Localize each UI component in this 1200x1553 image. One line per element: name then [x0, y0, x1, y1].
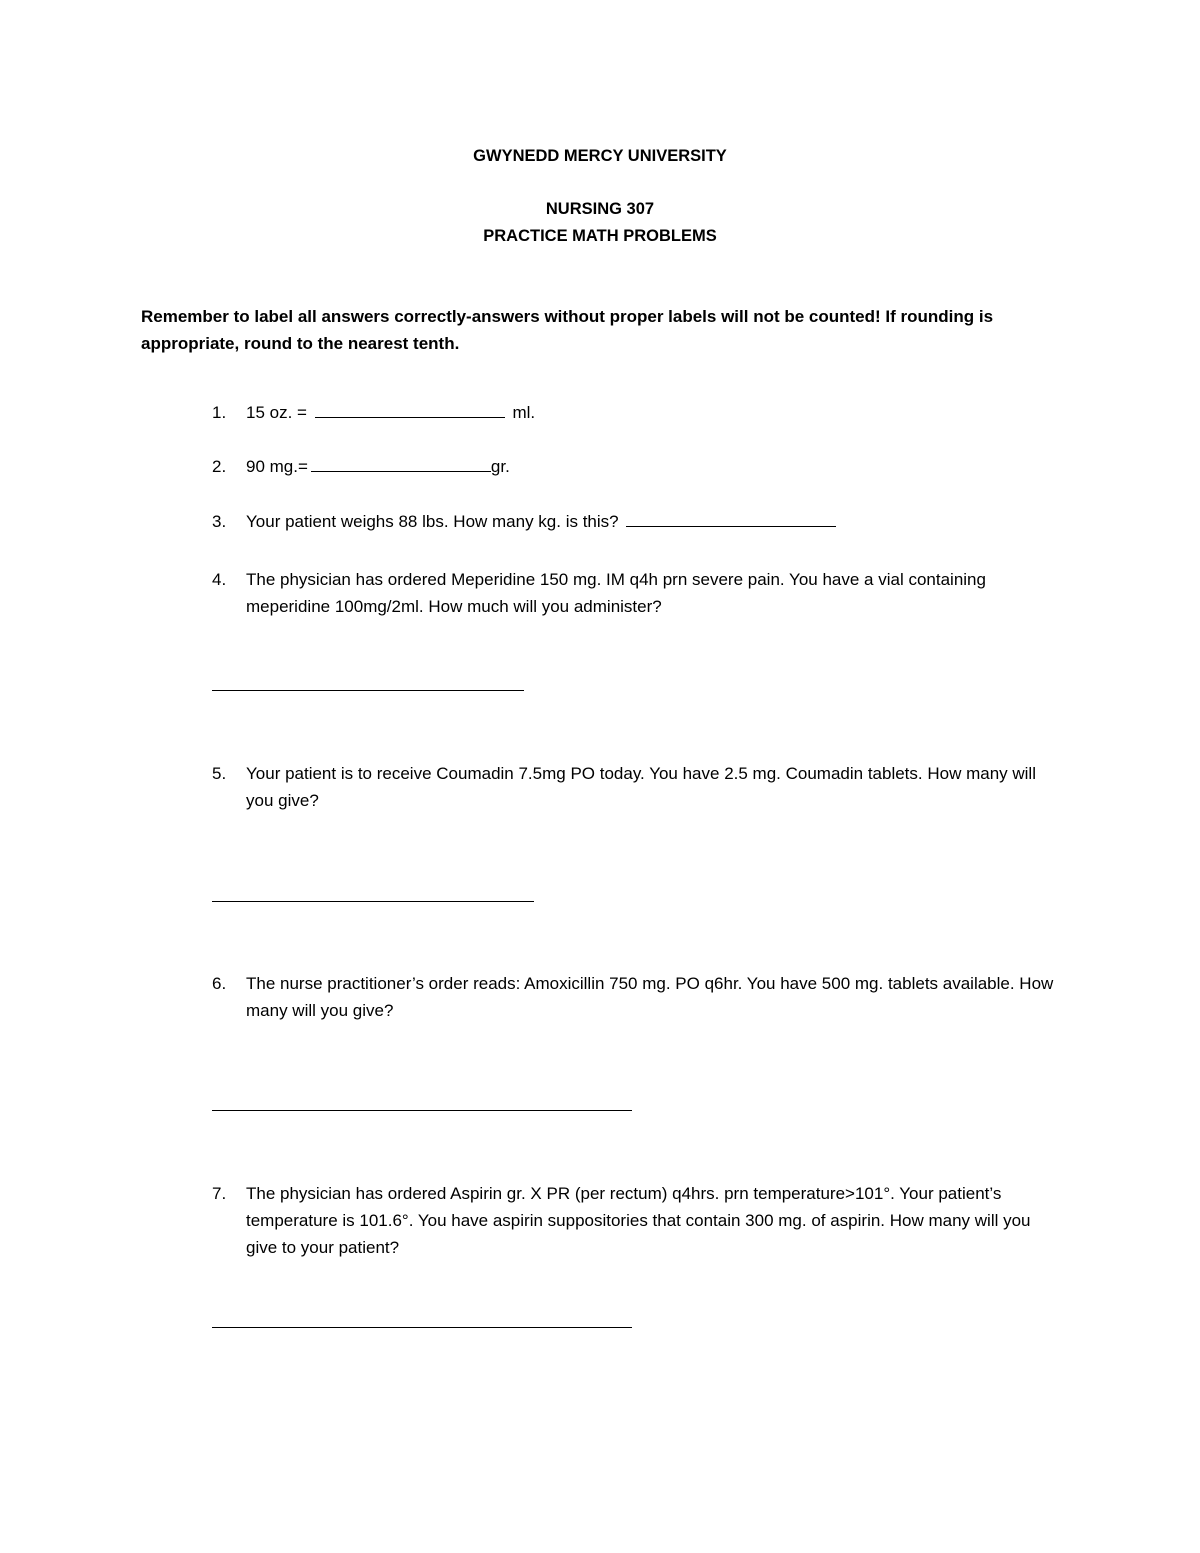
question-6: [212, 970, 1072, 1024]
answer-blank[interactable]: [626, 509, 836, 527]
document-title: PRACTICE MATH PROBLEMS: [483, 227, 717, 245]
answer-blank[interactable]: [311, 454, 491, 472]
question-text: The physician has ordered Aspirin gr. X PR (per rectum) q4hrs. prn temperature>101°. Your patient’s temperature is 101.6°. You have aspirin suppositories that contain 300 mg. of aspirin. How many will you give to your patient?: [246, 1184, 1031, 1257]
question-text: The nurse practitioner’s order reads: Amoxicillin 750 mg. PO q6hr. You have 500 mg. tablets available. How many will you give?: [246, 974, 1054, 1020]
question-unit: ml.: [512, 403, 536, 422]
answer-line-4[interactable]: [212, 690, 524, 691]
question-4: [212, 566, 1072, 620]
answer-line-7[interactable]: [212, 1327, 632, 1328]
course-name: NURSING 307: [545, 200, 655, 218]
question-2: [212, 453, 1072, 480]
question-number: 6.: [212, 974, 227, 993]
answer-line-5[interactable]: [212, 901, 534, 902]
question-number: 4.: [212, 570, 227, 589]
answer-line-6[interactable]: [212, 1110, 632, 1111]
question-number: 1.: [212, 403, 227, 422]
question-number: 2.: [212, 457, 227, 476]
instructions: Remember to label all answers correctly-answers without proper labels will not be counted! If rounding is appropriate, round to the nearest tenth.: [141, 307, 994, 353]
question-unit: gr.: [490, 457, 510, 476]
question-text: 90 mg.=: [246, 457, 308, 476]
answer-blank[interactable]: [315, 400, 505, 418]
university-name: GWYNEDD MERCY UNIVERSITY: [473, 147, 727, 165]
question-1: [212, 399, 1072, 426]
question-number: 3.: [212, 512, 227, 531]
question-text: Your patient is to receive Coumadin 7.5mg PO today. You have 2.5 mg. Coumadin tablets. How many will you give?: [246, 764, 1036, 810]
question-text: Your patient weighs 88 lbs. How many kg. is this?: [246, 512, 619, 531]
question-text: 15 oz. =: [246, 403, 307, 422]
question-7: [212, 1180, 1072, 1261]
question-3: [212, 508, 1072, 535]
question-5: [212, 760, 1072, 814]
question-text: The physician has ordered Meperidine 150 mg. IM q4h prn severe pain. You have a vial containing meperidine 100mg/2ml. How much will you administer?: [246, 570, 986, 616]
question-number: 5.: [212, 764, 227, 783]
question-number: 7.: [212, 1184, 227, 1203]
